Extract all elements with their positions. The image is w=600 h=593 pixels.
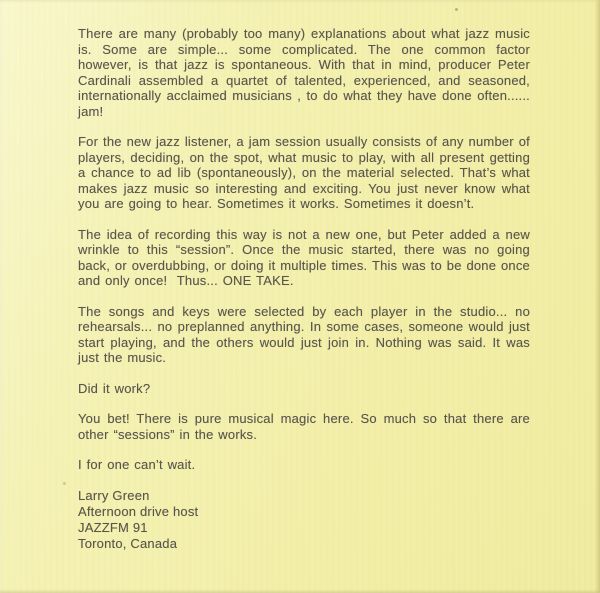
signature-location: Toronto, Canada [78,535,178,551]
paragraph-jam-session: For the new jazz listener, a jam session usually consists of any number of players, deciding, on the spot, what music to play, with all present getting a chance to ad lib (spontaneously), on the material selected. That’s what makes jazz music so interesting and exciting. You just never know what you are going to hear. Sometimes it works. Sometimes it doesn’t. [78,134,530,211]
paragraph-conclusion: You bet! There is pure musical magic here. So much so that there are other “sessions” in the works. [78,411,530,442]
signature-station: JAZZFM 91 [78,519,148,535]
liner-notes-text [78,26,530,552]
signature-role: Afternoon drive host [78,503,199,519]
signature-name: Larry Green [78,487,150,503]
paragraph-songs-keys: The songs and keys were selected by each player in the studio... no rehearsals... no preplanned anything. In some cases, someone would just start playing, and the others would just join in. Nothing was said. It was just the music. [78,303,530,365]
closing-line: I for one can’t wait. [78,457,196,472]
paragraph-one-take: The idea of recording this way is not a new one, but Peter added a new wrinkle to this “session”. Once the music started, there was no going back, or overdubbing, or doing it multiple times. This was to be done once and only once! Thus... ONE TAKE. [78,226,530,288]
question-line: Did it work? [78,380,151,396]
signature-block [78,488,530,552]
paragraph-intro: There are many (probably too many) explanations about what jazz music is. Some are simple... some complicated. The one common factor however, is that jazz is spontaneous. With that in mind, producer Peter Cardinali assembled a quartet of talented, experienced, and seasoned, internationally acclaimed musicians , to do what they have done often...... jam! [78,26,530,119]
scan-speck [63,482,66,485]
scan-speck [455,8,458,11]
